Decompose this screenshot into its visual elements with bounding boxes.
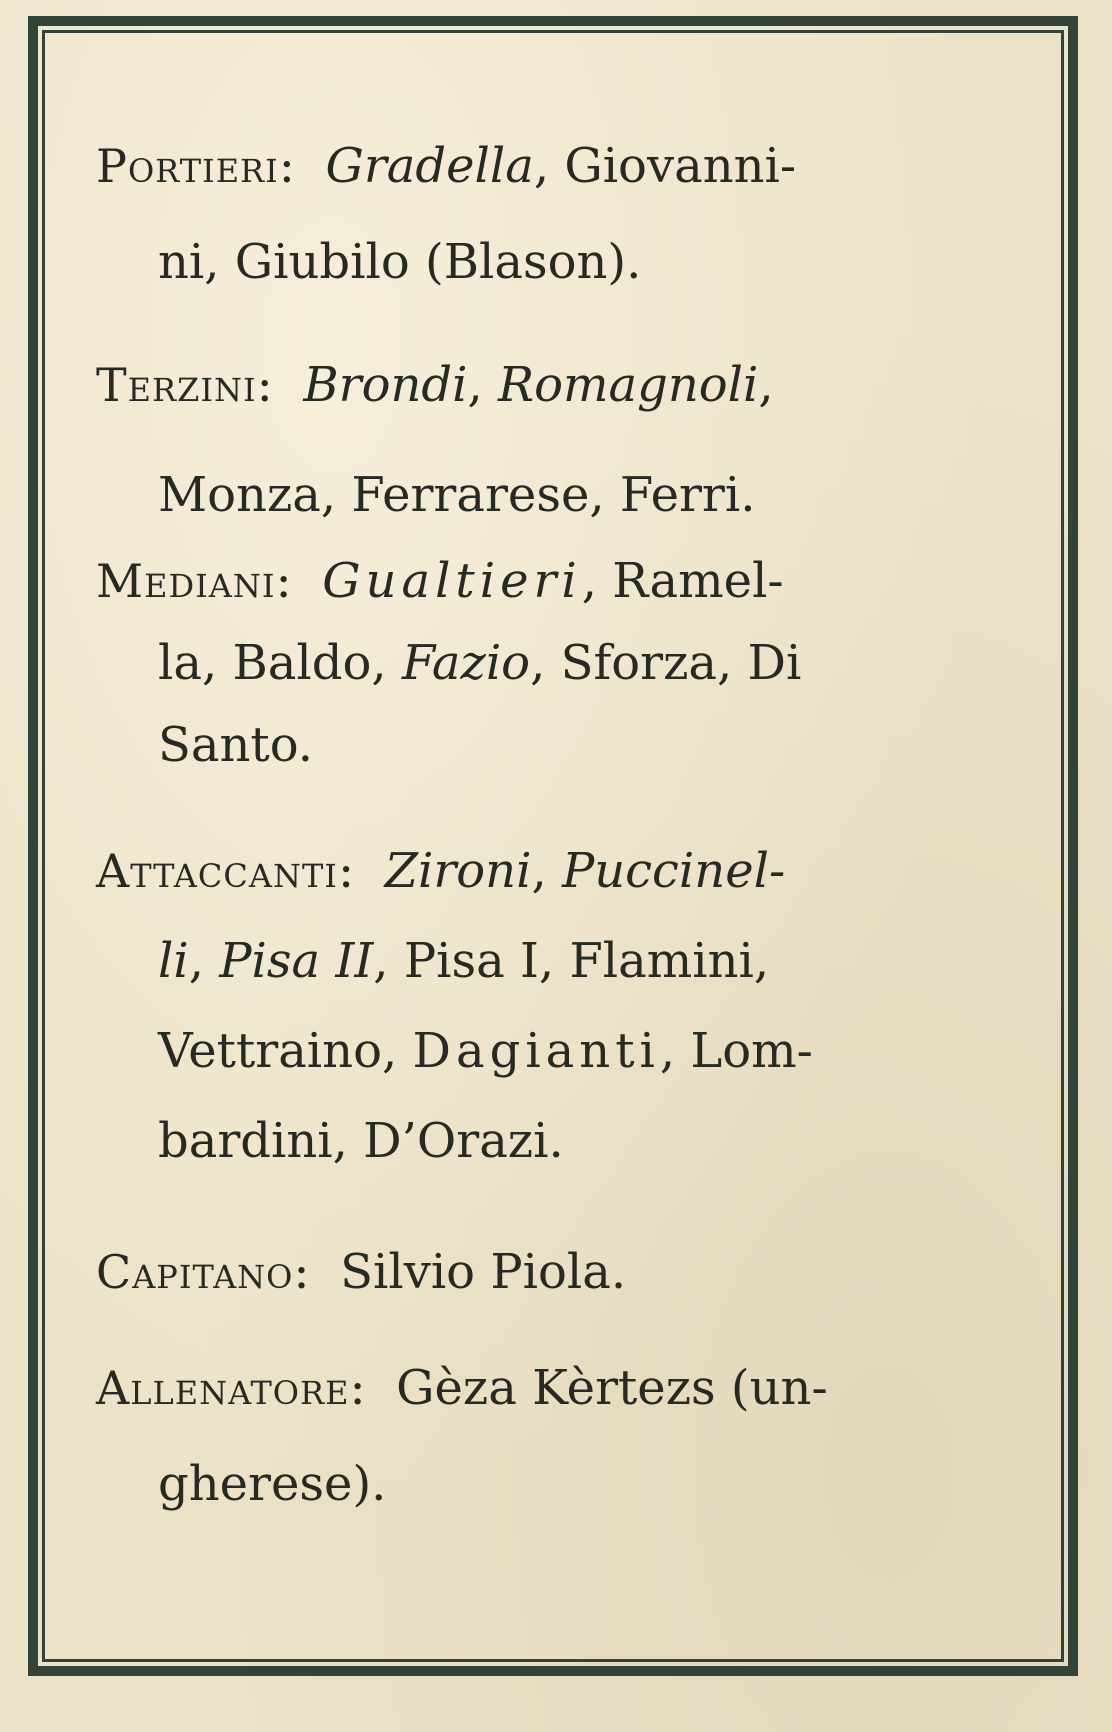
player-names: bardini, D’Orazi. <box>158 1113 564 1169</box>
roster-entry-attaccanti <box>96 826 1041 1186</box>
label-separator: : <box>278 138 295 194</box>
player-names: , <box>531 843 562 899</box>
player-names: , <box>467 357 498 413</box>
roster-entry-allenatore <box>96 1340 1041 1532</box>
roster-line <box>96 1436 1041 1532</box>
player-name-italic: li <box>158 933 189 989</box>
player-name-italic: Gradella <box>325 138 534 194</box>
player-name-italic: Zironi <box>384 843 532 899</box>
roster-line <box>96 826 1041 916</box>
roster-line <box>96 540 1041 622</box>
player-names: , Pisa I, Flamini, <box>373 933 770 989</box>
player-names: , <box>758 357 774 413</box>
roster-line <box>96 1340 1041 1436</box>
roster-line <box>96 916 1041 1006</box>
player-names: , Ramel- <box>581 553 784 609</box>
player-names: Monza, Ferrarese, Ferri. <box>158 467 756 523</box>
roster-line <box>96 440 1041 550</box>
role-label: Mediani <box>96 554 276 608</box>
player-names: Vettraino, <box>158 1023 413 1079</box>
roster-entry-portieri <box>96 118 1041 310</box>
player-name-italic: Puccinel- <box>561 843 786 899</box>
roster-line <box>96 330 1041 440</box>
player-name-italic: Romagnoli <box>497 357 759 413</box>
role-label: Terzini <box>96 358 257 412</box>
player-name-italic: Brondi <box>303 357 468 413</box>
roster-line <box>96 214 1041 310</box>
player-names: Silvio Piola. <box>340 1244 627 1300</box>
roster-entry-terzini <box>96 330 1041 550</box>
role-label: Attaccanti <box>96 844 338 898</box>
label-separator: : <box>275 553 292 609</box>
label-separator: : <box>293 1244 310 1300</box>
player-name-italic: Pisa II <box>219 933 374 989</box>
player-name-italic: Gualtieri <box>322 553 582 609</box>
player-names: Santo. <box>158 717 314 773</box>
label-separator: : <box>349 1360 366 1416</box>
player-names: Dagianti <box>412 1023 660 1079</box>
player-names: la, Baldo, <box>158 635 402 691</box>
roster-line <box>96 1006 1041 1096</box>
roster-line <box>96 1096 1041 1186</box>
roster-list <box>96 118 1041 1532</box>
label-separator: : <box>337 843 355 899</box>
player-names: , Giovanni- <box>533 138 797 194</box>
roster-line <box>96 622 1041 704</box>
player-names: gherese). <box>158 1456 387 1512</box>
player-names: , Sforza, Di <box>530 635 802 691</box>
player-names: , <box>188 933 220 989</box>
role-label: Allenatore <box>96 1361 350 1415</box>
roster-entry-capitano <box>96 1224 1041 1320</box>
roster-entry-mediani <box>96 540 1041 786</box>
player-names: Gèza Kèrtezs (un- <box>396 1360 828 1416</box>
roster-line <box>96 118 1041 214</box>
roster-line <box>96 1224 1041 1320</box>
role-label: Capitano <box>96 1245 294 1299</box>
player-names: , Lom- <box>659 1023 813 1079</box>
player-name-italic: Fazio <box>401 635 531 691</box>
role-label: Portieri <box>96 139 279 193</box>
label-separator: : <box>256 357 273 413</box>
player-names: ni, Giubilo (Blason). <box>158 234 642 290</box>
roster-line <box>96 704 1041 786</box>
